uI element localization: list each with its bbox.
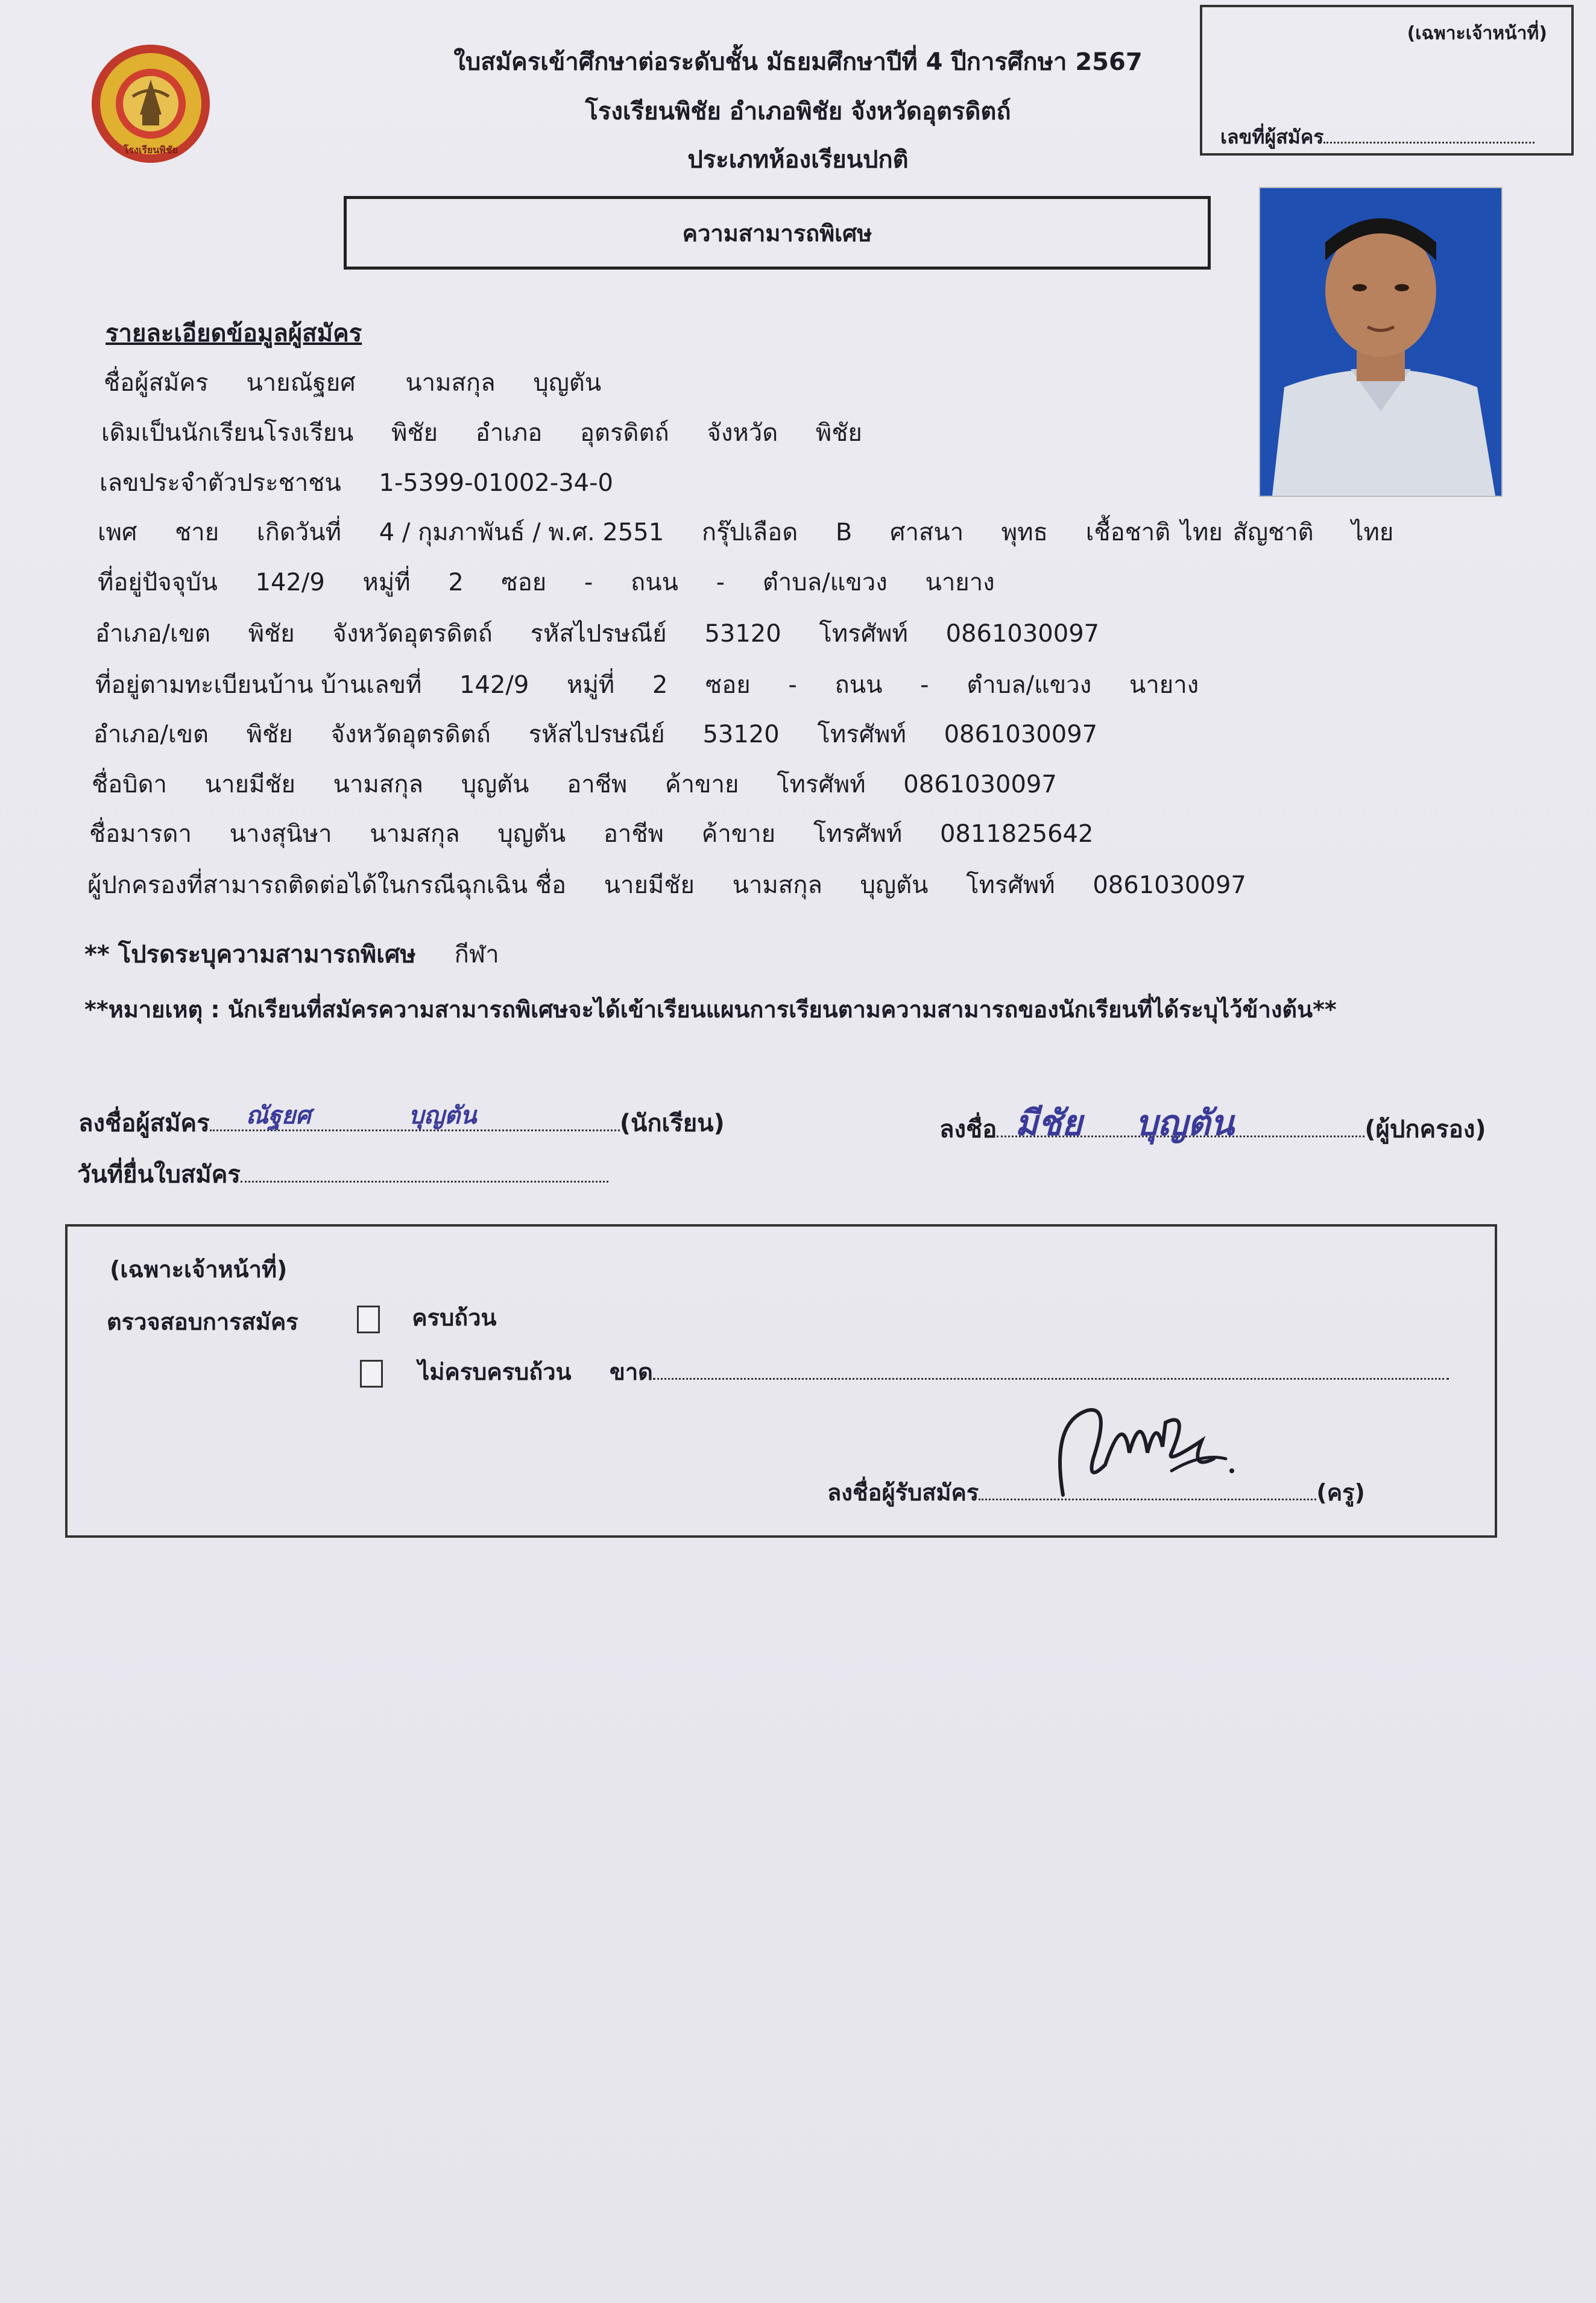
nationality-value: ไทย [1351, 519, 1394, 546]
applicant-signature-label: ลงชื่อผู้สมัคร [78, 1110, 210, 1137]
current-house-no: 142/9 [255, 569, 325, 596]
form-title: ใบสมัครเข้าศึกษาต่อระดับชั้น มัธยมศึกษาปีที่ 4 ปีการศึกษา 2567 [453, 48, 1143, 76]
father-phone: 0861030097 [903, 771, 1057, 798]
current-soi-label: ซอย [501, 569, 547, 596]
incomplete-label: ไม่ครบครบถ้วน [418, 1359, 572, 1385]
row-registered-address-2 [93, 715, 1128, 753]
current-district: พิชัย [248, 620, 295, 648]
receiver-signature-field [827, 1474, 1365, 1511]
incomplete-option[interactable] [360, 1353, 1449, 1390]
current-subdistrict-label: ตำบล/แขวง [762, 569, 888, 596]
row-applicant-name [104, 363, 631, 402]
prev-school-value: พิชัย [391, 419, 438, 447]
registered-district: พิชัย [246, 721, 293, 748]
national-id-label: เลขประจำตัวประชาชน [99, 469, 341, 497]
row-father [92, 765, 1087, 803]
current-soi: - [584, 569, 593, 596]
registered-postcode: 53120 [702, 721, 780, 748]
row-registered-address-1 [95, 665, 1229, 704]
current-moo-label: หมู่ที่ [362, 569, 411, 596]
guardian-phone: 0861030097 [1093, 871, 1246, 899]
prev-province-label: จังหวัด [707, 419, 778, 447]
guardian-surname: บุญตัน [860, 871, 929, 899]
religion-label: ศาสนา [890, 519, 964, 546]
note-text: **หมายเหตุ : นักเรียนที่สมัครความสามารถพิเศษจะได้เข้าเรียนแผนการเรียนตามความสามารถของนักเรียนที่ได้ระบุไว้ข้างต้น** [84, 996, 1337, 1023]
mother-phone: 0811825642 [939, 820, 1094, 848]
school-name-line: โรงเรียนพิชัย อำเภอพิชัย จังหวัดอุตรดิตถ์ [585, 98, 1011, 125]
mother-surname-label: นามสกุล [370, 820, 460, 848]
registered-address-label: ที่อยู่ตามทะเบียนบ้าน บ้านเลขที่ [95, 671, 422, 699]
father-job: ค้าขาย [664, 771, 739, 798]
registered-phone: 0861030097 [944, 721, 1098, 748]
applicant-signature-field [78, 1101, 755, 1142]
father-surname-label: นามสกุล [333, 771, 423, 798]
registered-province-label: จังหวัดอุตรดิตถ์ [330, 721, 491, 748]
registered-district-label: อำเภอ/เขต [93, 721, 209, 748]
row-personal-info [98, 513, 1424, 551]
registered-subdistrict: นายาง [1129, 671, 1199, 699]
applicant-photo [1260, 188, 1501, 496]
prev-school-label: เดิมเป็นนักเรียนโรงเรียน [101, 419, 354, 447]
mother-job-label: อาชีพ [603, 820, 664, 848]
current-subdistrict: นายาง [925, 569, 995, 596]
father-name: นายมีชัย [204, 771, 295, 798]
race-value: ไทย [1180, 519, 1223, 546]
row-previous-school [101, 413, 892, 452]
registered-moo-label: หมู่ที่ [567, 671, 615, 699]
applicant-number-label: เลขที่ผู้สมัคร [1220, 125, 1324, 148]
blood-label: กรุ๊ปเลือด [701, 519, 798, 546]
dob-value: 4 / กุมภาพันธ์ / พ.ศ. 2551 [379, 519, 664, 546]
registered-soi: - [788, 671, 797, 699]
official-use-tag: (เฉพาะเจ้าหน้าที่) [1407, 23, 1547, 44]
applicant-signature-first: ณัฐยศ [245, 1101, 311, 1129]
registered-soi-label: ซอย [705, 671, 751, 699]
guardian-name: นายมีชัย [604, 871, 695, 899]
registered-house-no: 142/9 [459, 671, 529, 699]
row-current-address-1 [98, 563, 1025, 601]
guardian-role: (ผู้ปกครอง) [1364, 1116, 1486, 1143]
receiver-role: (ครู) [1316, 1479, 1365, 1506]
registered-phone-label: โทรศัพท์ [817, 721, 906, 748]
current-moo: 2 [448, 569, 464, 596]
date-submitted-field [77, 1155, 639, 1193]
section-title-box: ความสามารถพิเศษ [344, 196, 1211, 270]
applicant-signature-last: บุญตัน [408, 1101, 477, 1129]
current-road: - [716, 569, 725, 596]
current-road-label: ถนน [631, 569, 678, 596]
row-special-ability [84, 935, 529, 973]
details-heading: รายละเอียดข้อมูลผู้สมัคร [106, 320, 362, 347]
sex-value: ชาย [175, 519, 219, 546]
father-label: ชื่อบิดา [92, 771, 167, 798]
mother-phone-label: โทรศัพท์ [813, 820, 903, 848]
guardian-label: ผู้ปกครองที่สามารถติดต่อได้ในกรณีฉุกเฉิน ชื่อ [87, 871, 566, 899]
prev-district-label: อำเภอ [475, 419, 543, 447]
applicant-number-blank [1323, 142, 1534, 144]
staff-title: (เฉพาะเจ้าหน้าที่) [110, 1256, 288, 1283]
father-job-label: อาชีพ [567, 771, 628, 798]
registered-postcode-label: รหัสไปรษณีย์ [528, 721, 665, 748]
name-value: นายณัฐยศ [246, 369, 356, 397]
class-type-line: ประเภทห้องเรียนปกติ [687, 146, 909, 174]
current-postcode-label: รหัสไปรษณีย์ [530, 620, 667, 648]
check-application-label: ตรวจสอบการสมัคร [107, 1309, 298, 1335]
missing-blank [653, 1360, 1449, 1380]
registered-road-label: ถนน [834, 671, 883, 699]
official-use-box [1200, 5, 1574, 156]
current-postcode: 53120 [704, 620, 781, 648]
current-address-label: ที่อยู่ปัจจุบัน [98, 569, 218, 596]
religion-value: พุทธ [1001, 519, 1049, 546]
applicant-role: (นักเรียน) [619, 1110, 725, 1137]
registered-road: - [920, 671, 929, 699]
missing-label: ขาด [609, 1359, 653, 1385]
father-phone-label: โทรศัพท์ [777, 771, 866, 798]
father-surname: บุญตัน [461, 771, 529, 798]
guardian-signature-line [997, 1102, 1364, 1143]
complete-checkbox[interactable] [357, 1306, 380, 1333]
name-label: ชื่อผู้สมัคร [104, 369, 209, 397]
row-mother [89, 814, 1123, 853]
mother-name: นางสุนิษา [229, 820, 332, 848]
complete-option[interactable] [357, 1299, 497, 1336]
complete-label: ครบถ้วน [412, 1304, 497, 1331]
guardian-surname-label: นามสกุล [732, 871, 822, 899]
current-phone-label: โทรศัพท์ [819, 620, 908, 648]
row-national-id [99, 463, 643, 502]
special-ability-label: ** โปรดระบุความสามารถพิเศษ [84, 941, 416, 968]
race-label: เชื้อชาติ [1085, 519, 1171, 546]
prev-district-value: อุตรดิตถ์ [580, 419, 669, 447]
surname-label: นามสกุล [405, 369, 496, 397]
guardian-signature-last: บุญตัน [1135, 1102, 1234, 1143]
applicant-signature-line [210, 1101, 620, 1131]
row-current-address-2 [95, 614, 1129, 652]
current-province-label: จังหวัดอุตรดิตถ์ [332, 620, 493, 648]
sex-label: เพศ [98, 519, 137, 546]
seal-text: โรงเรียนพิชัย [123, 144, 178, 156]
incomplete-checkbox[interactable] [360, 1360, 383, 1388]
registered-moo: 2 [652, 671, 668, 699]
date-submitted-label: วันที่ยื่นใบสมัคร [77, 1161, 241, 1189]
date-submitted-blank [241, 1159, 608, 1183]
row-guardian [87, 865, 1276, 904]
dob-label: เกิดวันที่ [256, 519, 341, 546]
special-ability-value: กีฬา [454, 941, 499, 968]
current-phone: 0861030097 [945, 620, 1100, 648]
surname-value: บุญตัน [533, 369, 602, 397]
mother-label: ชื่อมารดา [89, 820, 192, 848]
staff-only-box [65, 1224, 1497, 1538]
nationality-label: สัญชาติ [1232, 519, 1314, 546]
guardian-signature-first: มีชัย [1015, 1102, 1082, 1143]
mother-job: ค้าขาย [701, 820, 776, 848]
prev-province-value: พิชัย [815, 419, 862, 447]
current-district-label: อำเภอ/เขต [95, 620, 211, 648]
guardian-signature-label: ลงชื่อ [939, 1116, 997, 1143]
registered-subdistrict-label: ตำบล/แขวง [967, 671, 1092, 699]
guardian-phone-label: โทรศัพท์ [966, 871, 1055, 899]
mother-surname: บุญตัน [497, 820, 566, 848]
receiver-signature-line [979, 1477, 1316, 1500]
receiver-label: ลงชื่อผู้รับสมัคร [827, 1479, 979, 1506]
receiver-signature-scribble [1051, 1386, 1244, 1501]
guardian-signature-field [939, 1102, 1516, 1148]
national-id-value: 1-5399-01002-34-0 [379, 469, 613, 497]
applicant-number-field [1220, 122, 1534, 153]
blood-value: B [835, 519, 853, 546]
